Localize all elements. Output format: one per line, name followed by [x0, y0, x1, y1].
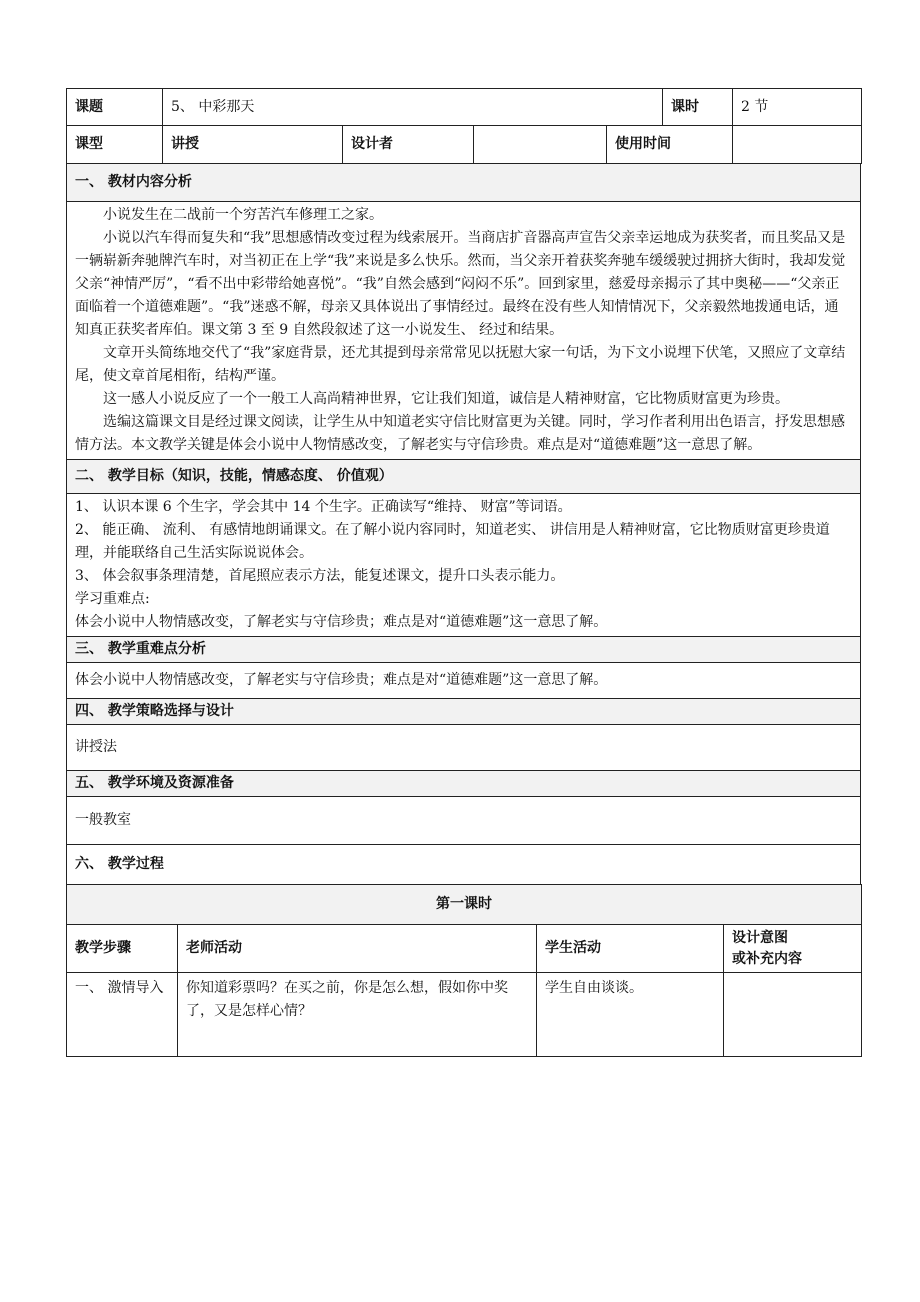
- section-3-content: 体会小说中人物情感改变，了解老实与守信珍贵；难点是对“道德难题”这一意思了解。: [67, 663, 861, 699]
- lesson-title: 第一课时: [67, 885, 862, 925]
- sections-table: [66, 163, 861, 885]
- objective-line: 1、 认识本课 6 个生字，学会其中 14 个生字。正确读写“维持、 财富”等词语。: [75, 499, 572, 515]
- section-2-content: [67, 494, 861, 637]
- table-row: [67, 973, 862, 1057]
- section-4-title: 四、 教学策略选择与设计: [67, 699, 861, 725]
- paragraph: 小说以汽车得而复失和“我”思想感情改变过程为线索展开。当商店扩音器高声宣告父亲幸运地成为获奖者，而且奖品又是一辆崭新奔驰牌汽车时，对当初正在上学“我”来说是多么快乐。然而，当父亲开着获奖奔驰车缓缓驶过拥挤大街时，我却发觉父亲“神情严厉”，“看不出中彩带给她喜悦”。“我”自然会感到“闷闷不乐”。回到家里，慈爱母亲揭示了其中奥秘——“父亲正面临着一个道德难题”。“我”迷惑不解，母亲又具体说出了事情经过。最终在没有些人知情情况下，父亲毅然地拨通电话，通知真正获奖者库伯。课文第 3 至 9 自然段叙述了这一小说发生、 经过和结果。: [75, 230, 846, 338]
- designer-value: [474, 126, 607, 164]
- topic-label: 课题: [67, 89, 163, 126]
- lesson-plan-page: [66, 88, 861, 1057]
- col-student: 学生活动: [537, 925, 724, 973]
- row-intent: [724, 973, 862, 1057]
- objective-line: 3、 体会叙事条理清楚，首尾照应表示方法，能复述课文，提升口头表示能力。: [75, 568, 565, 584]
- paragraph: 小说发生在二战前一个穷苦汽车修理工之家。: [103, 207, 383, 223]
- objective-line: 学习重难点:: [75, 591, 150, 607]
- hours-label: 课时: [663, 89, 733, 126]
- section-6-title: 六、 教学过程: [67, 845, 861, 885]
- row-teacher: 你知道彩票吗？在买之前，你是怎么想，假如你中奖了，又是怎样心情？: [178, 973, 537, 1057]
- paragraph: 这一感人小说反应了一个一般工人高尚精神世界，它让我们知道，诚信是人精神财富，它比物质财富更为珍贵。: [103, 391, 789, 407]
- row-step: 一、 激情导入: [67, 973, 178, 1057]
- topic-value: 5、 中彩那天: [163, 89, 663, 126]
- section-2-title: 二、 教学目标（知识，技能，情感态度、 价值观）: [67, 460, 861, 494]
- hours-value: 2 节: [733, 89, 862, 126]
- row-student: 学生自由谈谈。: [537, 973, 724, 1057]
- section-1-content: [67, 202, 861, 460]
- type-label: 课型: [67, 126, 163, 164]
- col-teacher: 老师活动: [178, 925, 537, 973]
- section-5-content: 一般教室: [67, 797, 861, 845]
- date-value: [733, 126, 862, 164]
- header-table: [66, 88, 862, 164]
- section-3-title: 三、 教学重难点分析: [67, 637, 861, 663]
- col-intent: [724, 925, 862, 973]
- process-table: [66, 884, 862, 1057]
- col-step: 教学步骤: [67, 925, 178, 973]
- objective-line: 体会小说中人物情感改变，了解老实与守信珍贵；难点是对“道德难题”这一意思了解。: [75, 614, 608, 630]
- col-intent-line: 或补充内容: [732, 950, 802, 967]
- paragraph: 选编这篇课文目是经过课文阅读，让学生从中知道老实守信比财富更为关键。同时，学习作者利用出色语言，抒发思想感情方法。本文教学关键是体会小说中人物情感改变，了解老实与守信珍贵。难点是对“道德难题”这一意思了解。: [75, 414, 845, 453]
- section-1-title: 一、 教材内容分析: [67, 164, 861, 202]
- paragraph: 文章开头简练地交代了“我”家庭背景，还尤其提到母亲常常见以抚慰大家一句话，为下文小说埋下伏笔，又照应了文章结尾，使文章首尾相衔，结构严谨。: [75, 345, 846, 384]
- date-label: 使用时间: [607, 126, 733, 164]
- section-5-title: 五、 教学环境及资源准备: [67, 771, 861, 797]
- designer-label: 设计者: [343, 126, 474, 164]
- section-4-content: 讲授法: [67, 725, 861, 771]
- type-value: 讲授: [163, 126, 343, 164]
- objective-line: 2、 能正确、 流利、 有感情地朗诵课文。在了解小说内容同时，知道老实、 讲信用是人精神财富，它比物质财富更珍贵道理，并能联络自己生活实际说说体会。: [75, 522, 830, 561]
- col-intent-line: 设计意图: [732, 929, 788, 946]
